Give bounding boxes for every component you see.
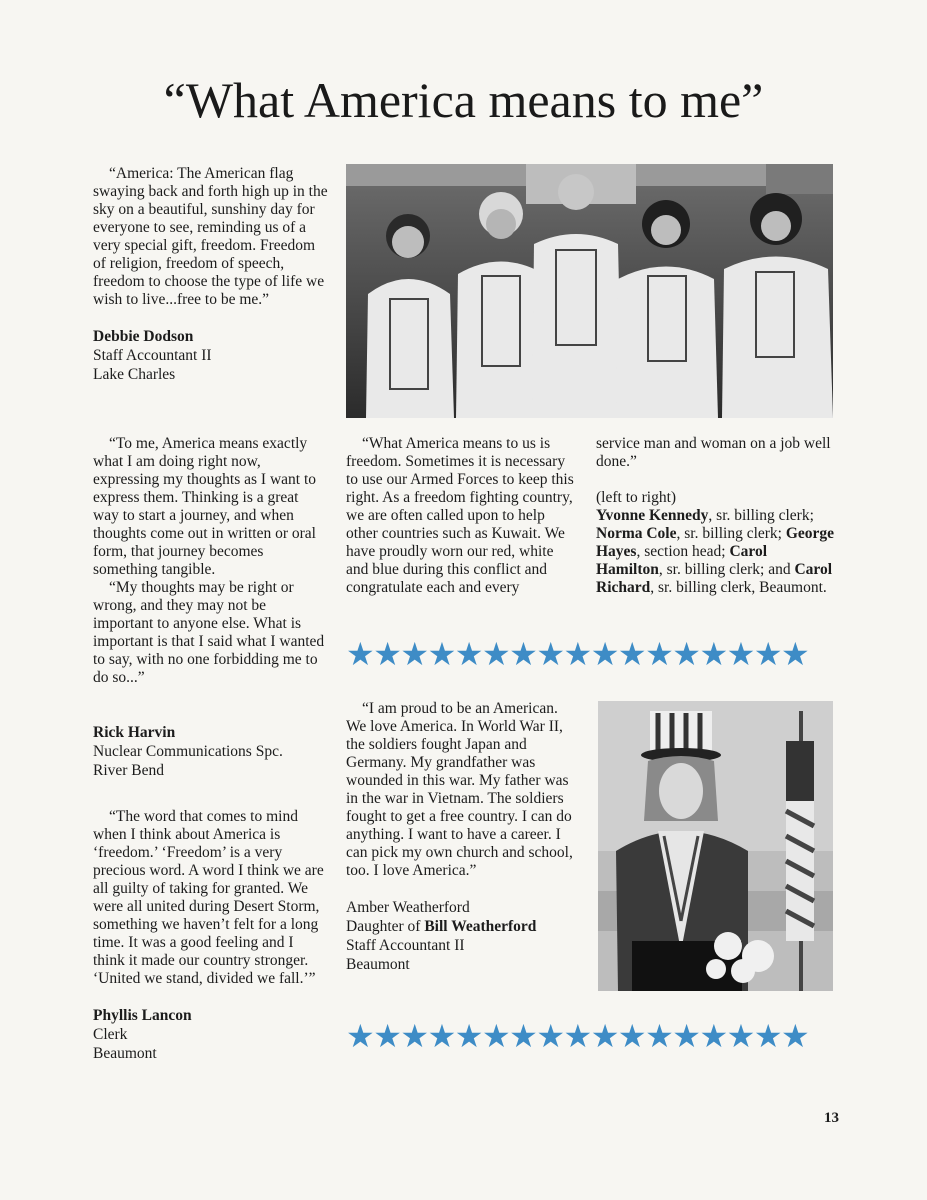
rick-quote-block	[93, 435, 328, 780]
amber-name: Amber Weatherford	[346, 899, 470, 916]
group-caption-people	[596, 507, 836, 597]
phyllis-signature	[93, 1006, 328, 1063]
person-title: , sr. billing clerk;	[708, 507, 814, 524]
debbie-signature	[93, 327, 328, 384]
person-name: Carol Richard	[596, 561, 833, 596]
person-name: Carol Hamilton	[596, 543, 768, 578]
page-title: “What America means to me”	[163, 72, 764, 128]
amber-quote: “I am proud to be an American. We love America. In World War II, the soldiers fought Japan and Germany. My grandfather was wounded in this war. My father was in the war in Vietnam. The soldiers fought to get a free country. I can do anything. I want to have a career. I can pick my own church and school, too. I love America.”	[346, 700, 573, 879]
group-quote-part-1: “What America means to us is freedom. Sometimes it is necessary to use our Armed Forces to keep this right. As a freedom fighting country, we are often called upon to help other countries such as Kuwait. We have proudly worn our red, white and blue during this conflict and congratulate each and every	[346, 435, 574, 596]
person-name: George Hayes	[596, 525, 835, 560]
group-photo	[346, 164, 833, 418]
amber-role: Staff Accountant II	[346, 937, 465, 954]
rick-quote-paragraph-1: “To me, America means exactly what I am doing right now, expressing my thoughts as I want to express them. Thinking is a great way to start a journey, and when thoughts come out in written or oral form, that journey becomes something tangible.	[93, 435, 317, 578]
rick-name: Rick Harvin	[93, 724, 176, 741]
group-caption-lead: (left to right)	[596, 489, 677, 506]
star-divider-bottom: ★★★★★★★★★★★★★★★★★	[346, 1018, 809, 1054]
debbie-name: Debbie Dodson	[93, 328, 194, 345]
amber-location: Beaumont	[346, 956, 410, 973]
rick-quote-paragraph-2: “My thoughts may be right or wrong, and they may not be important to anyone else. What is important is that I said what I wanted to say, with no one forbidding me to do so...”	[93, 579, 325, 686]
person-name: Norma Cole	[596, 525, 677, 542]
amber-signature	[346, 898, 578, 974]
phyllis-role: Clerk	[93, 1026, 128, 1043]
amber-photo-illustration	[598, 701, 833, 991]
person-title: , section head;	[636, 543, 730, 560]
person-title: , sr. billing clerk, Beaumont.	[650, 579, 827, 596]
debbie-role: Staff Accountant II	[93, 347, 212, 364]
debbie-quote-block	[93, 165, 328, 384]
group-caption-block	[596, 435, 836, 597]
phyllis-quote: “The word that comes to mind when I think about America is ‘freedom.’ ‘Freedom’ is a very precious word. A word I think we are all guilty of taking for granted. We were all united during Desert Storm, something we haven’t felt for a long time. It was a good feeling and I think it made our country stronger. ‘United we stand, divided we fall.’”	[93, 808, 324, 987]
debbie-location: Lake Charles	[93, 366, 176, 383]
amber-relation	[346, 917, 578, 936]
amber-relation-name: Bill Weatherford	[424, 918, 537, 935]
person-name: Yvonne Kennedy	[596, 507, 709, 524]
amber-quote-block	[346, 700, 578, 974]
group-quote-part-2: service man and woman on a job well done.”	[596, 435, 831, 470]
amber-photo	[598, 701, 833, 991]
phyllis-name: Phyllis Lancon	[93, 1007, 192, 1024]
rick-role: Nuclear Communications Spc.	[93, 743, 283, 760]
person-title: , sr. billing clerk; and	[658, 561, 795, 578]
phyllis-location: Beaumont	[93, 1045, 157, 1062]
debbie-quote: “America: The American flag swaying back and forth high up in the sky on a beautiful, sunshiny day for everyone to see, reminding us of a very special gift, freedom. Freedom of religion, freedom of speech, freedom to choose the type of life we wish to live...free to be me.”	[93, 165, 328, 308]
person-title: , sr. billing clerk;	[676, 525, 786, 542]
group-photo-illustration	[346, 164, 833, 418]
page-number: 13	[824, 1110, 839, 1126]
rick-location: River Bend	[93, 762, 165, 779]
phyllis-quote-block	[93, 808, 328, 1063]
group-quote-block	[346, 435, 574, 597]
amber-relation-prefix: Daughter of	[346, 918, 425, 935]
rick-signature	[93, 723, 328, 780]
star-divider-top: ★★★★★★★★★★★★★★★★★	[346, 636, 809, 672]
